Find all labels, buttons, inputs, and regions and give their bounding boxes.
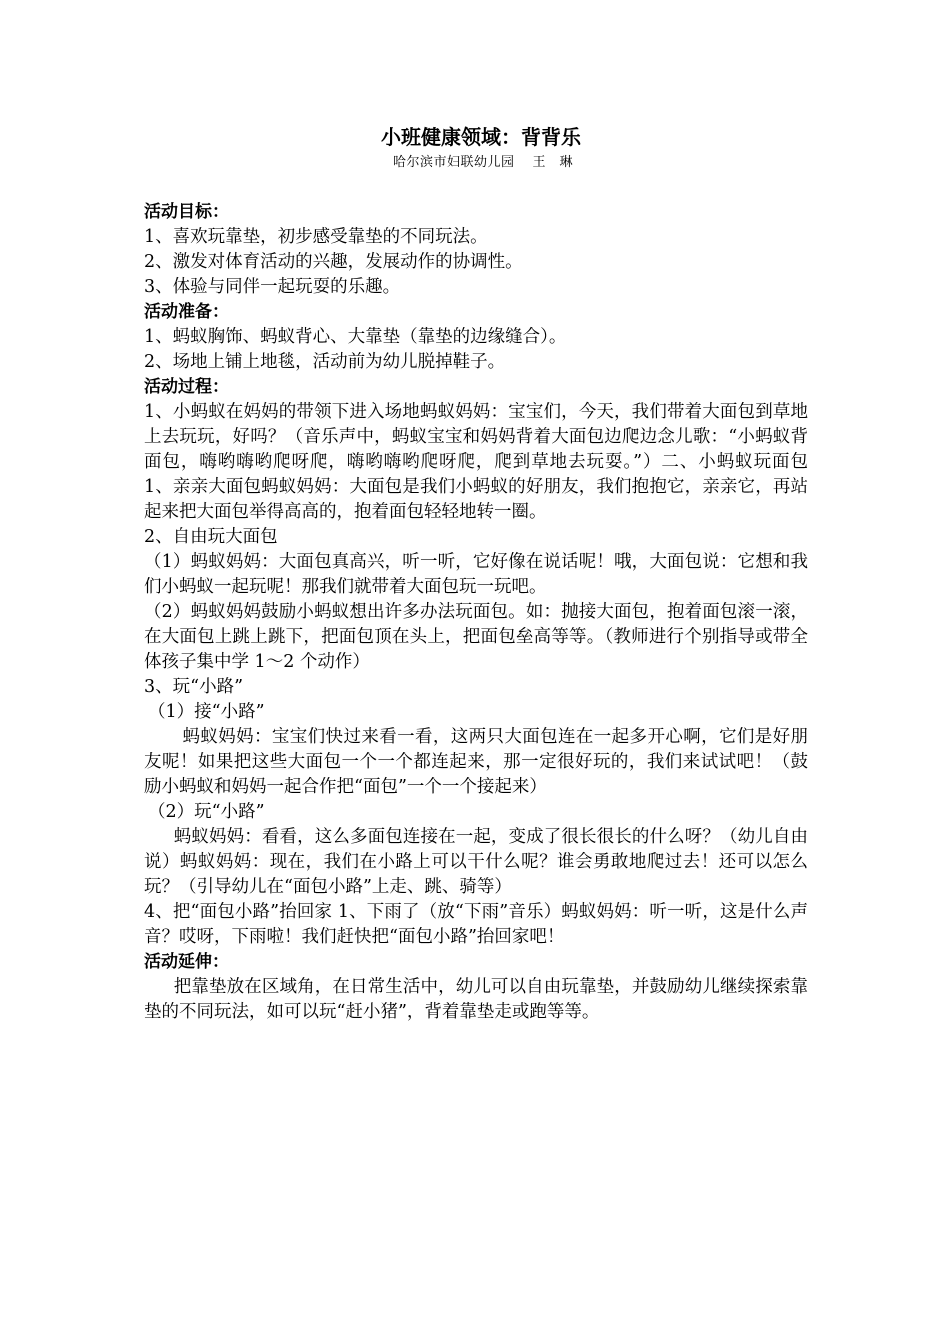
process-paragraph-9: 蚂蚁妈妈：看看，这么多面包连接在一起，变成了很长很长的什么呀？（幼儿自由说）蚂蚁妈妈：现在，我们在小路上可以干什么呢？谁会勇敢地爬过去！还可以怎么玩？（引导幼儿在“面包小路”上走、跳、骑等） [144,827,808,897]
goal-item-1: 1、喜欢玩靠垫，初步感受靠垫的不同玩法。 [144,227,488,247]
process-paragraph-6: （1）接“小路” [148,702,265,722]
process-paragraph-2: 2、自由玩大面包 [144,527,278,547]
section-heading-process: 活动过程： [144,377,229,397]
goal-item-3: 3、体验与同伴一起玩耍的乐趣。 [144,277,401,297]
extension-paragraph-1: 把靠垫放在区域角，在日常生活中，幼儿可以自由玩靠垫，并鼓励幼儿继续探索靠垫的不同玩法，如可以玩“赶小猪”，背着靠垫走或跑等等。 [144,977,808,1022]
author-name: 王 琳 [532,155,574,170]
process-paragraph-3: （1）蚂蚁妈妈：大面包真高兴，听一听，它好像在说话呢！哦，大面包说：它想和我们小蚂蚁一起玩呢！那我们就带着大面包玩一玩吧。 [144,552,808,597]
goal-item-2: 2、激发对体育活动的兴趣，发展动作的协调性。 [144,252,523,272]
process-paragraph-8: （2）玩“小路” [148,802,265,822]
process-paragraph-7: 蚂蚁妈妈：宝宝们快过来看一看，这两只大面包连在一起多开心啊，它们是好朋友呢！如果把这些大面包一个一个都连起来，那一定很好玩的，我们来试试吧！（鼓励小蚂蚁和妈妈一起合作把“面包”一个一个接起来） [144,727,808,797]
document-author [144,152,808,174]
prep-item-1: 1、蚂蚁胸饰、蚂蚁背心、大靠垫（靠垫的边缘缝合）。 [144,327,567,347]
process-paragraph-4: （2）蚂蚁妈妈鼓励小蚂蚁想出许多办法玩面包。如：抛接大面包，抱着面包滚一滚，在大面包上跳上跳下，把面包顶在头上，把面包垒高等等。（教师进行个别指导或带全体孩子集中学 1～2 个动作） [144,602,808,672]
process-paragraph-10: 4、把“面包小路”抬回家 1、下雨了（放“下雨”音乐）蚂蚁妈妈：听一听，这是什么声音？哎呀，下雨啦！我们赶快把“面包小路”抬回家吧！ [144,902,808,947]
process-paragraph-5: 3、玩“小路” [144,677,244,697]
document-title: 小班健康领域：背背乐 [381,125,581,149]
document-page [144,122,808,1025]
section-heading-preparation: 活动准备： [144,302,229,322]
section-heading-extension: 活动延伸： [144,952,229,972]
section-heading-goals: 活动目标： [144,202,229,222]
prep-item-2: 2、场地上铺上地毯，活动前为幼儿脱掉鞋子。 [144,352,506,372]
author-org: 哈尔滨市妇联幼儿园 [392,155,515,170]
process-paragraph-1: 1、小蚂蚁在妈妈的带领下进入场地蚂蚁妈妈：宝宝们，今天，我们带着大面包到草地上去玩玩，好吗？（音乐声中，蚂蚁宝宝和妈妈背着大面包边爬边念儿歌：“小蚂蚁背面包，嗨哟嗨哟爬呀爬，嗨哟嗨哟爬呀爬，爬到草地去玩耍。”）二、小蚂蚁玩面包 1、亲亲大面包蚂蚁妈妈：大面包是我们小蚂蚁的好朋友，我们抱抱它，亲亲它，再站起来把大面包举得高高的，抱着面包轻轻地转一圈。 [144,402,808,522]
